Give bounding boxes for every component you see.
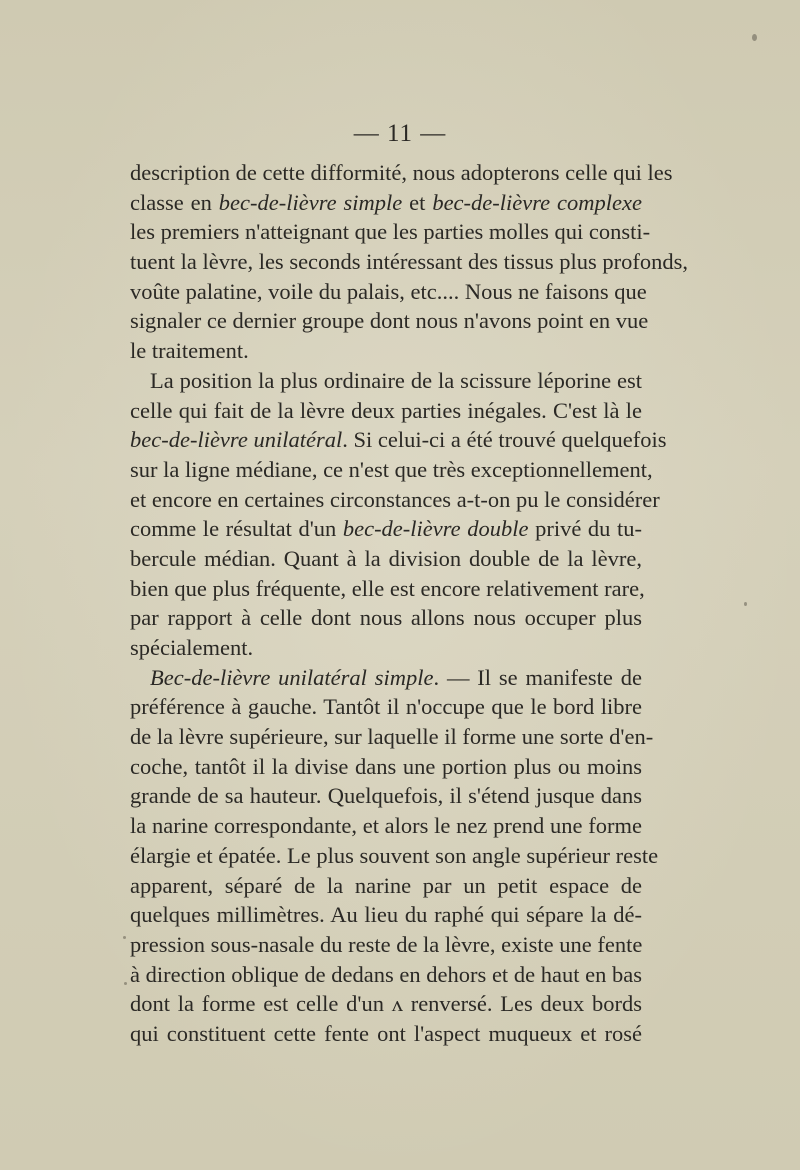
paper-speck — [123, 936, 126, 939]
text-segment: la narine correspondante, et alors le nez prend une forme — [130, 813, 642, 839]
text-line — [130, 366, 642, 396]
text-segment: voûte palatine, voile du palais, etc.... Nous ne faisons que — [130, 278, 647, 304]
paper-speck — [744, 602, 747, 606]
text-line — [130, 485, 660, 515]
text-line — [130, 247, 689, 277]
text-line — [130, 396, 642, 426]
text-line — [130, 574, 645, 604]
text-line — [130, 544, 642, 574]
italic-term: bec-de-lièvre double — [342, 516, 529, 542]
text-line — [130, 217, 651, 247]
text-line — [130, 306, 649, 336]
text-segment: grande de sa hauteur. Quelquefois, il s'étend jusque dans — [130, 783, 642, 809]
text-line — [130, 960, 642, 990]
body-text — [130, 158, 689, 1049]
paper-speck — [124, 982, 127, 985]
text-line — [130, 514, 642, 544]
text-segment: dont la forme est celle d'un ʌ renversé. Les deux bords — [130, 991, 642, 1017]
text-segment: et encore en certaines circonstances a-t-on pu le considérer — [130, 486, 660, 512]
text-line — [130, 989, 642, 1019]
text-segment: description de cette difformité, nous adopterons celle qui les — [130, 160, 673, 185]
text-line — [130, 158, 673, 188]
paper-speck — [752, 34, 757, 41]
text-segment: à direction oblique de dedans en dehors et de haut en bas — [130, 961, 642, 987]
text-segment: . Si celui-ci a été trouvé quelquefois — [342, 427, 667, 453]
text-segment: sur la ligne médiane, ce n'est que très exceptionnellement, — [130, 456, 653, 482]
text-segment: spécialement. — [130, 635, 254, 660]
text-segment: privé du tu- — [528, 516, 642, 542]
text-segment: quelques millimètres. Au lieu du raphé qui sépare la dé- — [130, 902, 642, 928]
text-segment: pression sous-nasale du reste de la lèvre, existe une fente — [130, 931, 643, 957]
page-number: — 11 — — [353, 120, 447, 147]
text-segment: signaler ce dernier groupe dont nous n'avons point en vue — [130, 308, 649, 334]
text-segment: préférence à gauche. Tantôt il n'occupe que le bord libre — [130, 694, 642, 720]
text-line — [130, 930, 642, 960]
text-segment: les premiers n'atteignant que les parties molles qui consti- — [130, 219, 651, 245]
text-segment: celle qui fait de la lèvre deux parties inégales. C'est là le — [130, 397, 642, 423]
text-line — [130, 633, 642, 663]
text-line — [130, 692, 642, 722]
text-line — [130, 1019, 642, 1049]
text-segment: de la lèvre supérieure, sur laquelle il forme une sorte d'en- — [130, 724, 654, 750]
italic-term: bec-de-lièvre simple — [218, 189, 403, 215]
text-segment: qui constituent cette fente ont l'aspect muqueux et rosé — [130, 1020, 642, 1046]
text-line — [130, 425, 667, 455]
text-line — [130, 781, 642, 811]
text-segment: La position la plus ordinaire de la scissure léporine est — [150, 367, 642, 393]
text-line — [130, 900, 642, 930]
text-line — [130, 277, 647, 307]
text-segment: classe en — [130, 189, 219, 215]
text-line — [130, 455, 653, 485]
text-line — [130, 752, 642, 782]
text-segment: comme le résultat d'un — [130, 516, 343, 542]
text-line — [130, 841, 659, 871]
text-segment: bien que plus fréquente, elle est encore relativement rare, — [130, 575, 645, 601]
text-segment: coche, tantôt il la divise dans une portion plus ou moins — [130, 753, 642, 779]
italic-term: Bec-de-lièvre unilatéral simple — [150, 664, 434, 690]
text-line — [130, 722, 654, 752]
text-line — [130, 188, 642, 218]
italic-term: bec-de-lièvre unilatéral — [130, 427, 343, 453]
text-segment: tuent la lèvre, les seconds intéressant des tissus plus profonds, — [130, 249, 689, 275]
text-segment: élargie et épatée. Le plus souvent son angle supérieur reste — [130, 842, 659, 868]
italic-term: bec-de-lièvre complexe — [432, 189, 642, 215]
text-segment: bercule médian. Quant à la division double de la lèvre, — [130, 545, 642, 571]
text-line — [130, 663, 642, 693]
text-segment: apparent, séparé de la narine par un petit espace de — [130, 872, 642, 898]
text-line — [130, 811, 642, 841]
text-segment: le traitement. — [130, 338, 249, 364]
text-line — [130, 603, 642, 633]
text-segment: et — [402, 189, 433, 215]
text-line — [130, 336, 642, 366]
text-line — [130, 871, 642, 901]
text-segment: par rapport à celle dont nous allons nous occuper plus — [130, 605, 642, 631]
text-segment: . — Il se manifeste de — [433, 664, 642, 690]
